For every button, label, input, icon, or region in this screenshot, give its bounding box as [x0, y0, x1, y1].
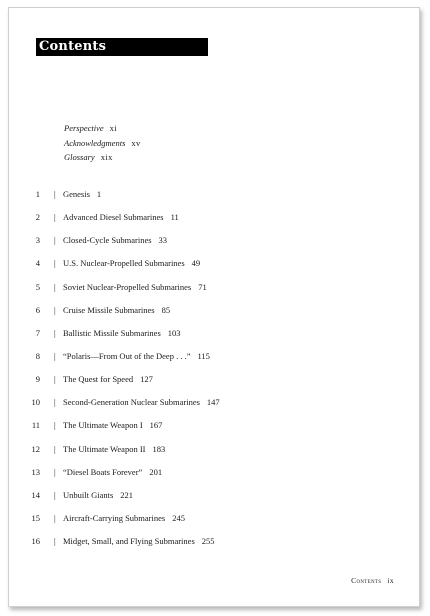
front-matter-page: xix — [100, 152, 113, 162]
chapter-entry-4[interactable] — [9, 258, 419, 281]
chapter-entry-6[interactable] — [9, 305, 419, 328]
chapter-page: 127 — [140, 374, 153, 385]
chapter-number: 4 — [35, 258, 40, 269]
chapter-entry-14[interactable] — [9, 490, 419, 513]
chapter-entry-7[interactable] — [9, 328, 419, 351]
front-matter-item-acknowledgments[interactable] — [64, 136, 141, 151]
chapter-separator: | — [54, 420, 56, 431]
chapter-page: 71 — [198, 281, 207, 292]
chapter-entry-5[interactable] — [9, 282, 419, 305]
chapter-title — [63, 305, 170, 315]
front-matter-item-glossary[interactable] — [64, 150, 141, 165]
chapter-entry-8[interactable] — [9, 351, 419, 374]
chapter-title-text: Unbuilt Giants — [63, 489, 114, 500]
chapter-page: 49 — [191, 258, 201, 269]
chapter-entry-1[interactable] — [9, 189, 419, 212]
front-matter-label: Perspective — [64, 123, 104, 133]
folio-page-number: ix — [387, 576, 394, 585]
chapter-title-text: Genesis — [63, 189, 90, 199]
front-matter-page: xi — [109, 123, 118, 133]
chapter-separator: | — [54, 212, 56, 223]
chapter-page: 167 — [149, 420, 163, 431]
chapter-entry-9[interactable] — [9, 374, 419, 397]
chapter-number: 11 — [31, 420, 40, 431]
chapter-separator: | — [54, 512, 56, 523]
chapter-title-text: Aircraft-Carrying Submarines — [63, 512, 166, 523]
chapter-title-text: Closed-Cycle Submarines — [63, 235, 152, 246]
chapter-separator: | — [54, 536, 56, 547]
chapter-page: 115 — [197, 350, 210, 361]
chapter-title-text: Second-Generation Nuclear Submarines — [63, 397, 200, 408]
chapter-separator: | — [54, 489, 56, 500]
chapter-title — [63, 513, 185, 523]
chapter-title-text: Cruise Missile Submarines — [63, 304, 155, 315]
chapter-entry-2[interactable] — [9, 212, 419, 235]
page-folio — [351, 576, 394, 585]
front-matter-label: Acknowledgments — [64, 137, 126, 148]
page-title: Contents — [36, 38, 208, 56]
chapter-title-text: “Diesel Boats Forever” — [63, 466, 143, 477]
chapter-separator: | — [54, 466, 56, 477]
chapter-title — [63, 258, 200, 268]
chapter-separator: | — [54, 189, 56, 199]
chapter-number: 1 — [35, 189, 40, 199]
chapter-title-text: Midget, Small, and Flying Submarines — [63, 536, 195, 547]
chapter-separator: | — [54, 258, 56, 269]
chapter-separator: | — [54, 327, 56, 338]
chapter-title-text: The Quest for Speed — [63, 374, 134, 385]
chapter-title-text: U.S. Nuclear-Propelled Submarines — [63, 258, 185, 269]
chapter-title — [63, 374, 153, 384]
chapter-title-text: Soviet Nuclear-Propelled Submarines — [63, 281, 192, 292]
chapter-list — [9, 189, 419, 559]
chapter-title — [63, 420, 162, 430]
chapter-page: 221 — [120, 489, 134, 500]
chapter-title — [63, 212, 179, 222]
chapter-page: 183 — [152, 443, 166, 454]
chapter-page: 1 — [96, 189, 102, 199]
chapter-separator: | — [54, 350, 56, 361]
chapter-separator: | — [54, 397, 56, 408]
chapter-separator: | — [54, 304, 56, 315]
chapter-title — [63, 444, 165, 454]
front-matter-list — [64, 121, 141, 165]
chapter-page: 33 — [158, 235, 168, 246]
chapter-page: 201 — [149, 466, 163, 477]
chapter-page: 85 — [161, 304, 171, 315]
chapter-title — [63, 328, 181, 338]
chapter-title-text: Ballistic Missile Submarines — [63, 327, 161, 338]
chapter-number: 7 — [35, 327, 40, 338]
chapter-number: 8 — [35, 350, 40, 361]
folio-label: Contents — [351, 576, 382, 585]
chapter-page: 255 — [201, 536, 215, 547]
chapter-title — [63, 397, 220, 407]
chapter-title — [63, 467, 162, 477]
chapter-entry-11[interactable] — [9, 420, 419, 443]
chapter-number: 3 — [35, 235, 40, 246]
chapter-separator: | — [54, 443, 56, 454]
chapter-number: 13 — [31, 466, 40, 477]
chapter-page: 103 — [167, 327, 181, 338]
chapter-entry-16[interactable] — [9, 536, 419, 559]
chapter-title-text: The Ultimate Weapon II — [63, 443, 146, 454]
chapter-number: 9 — [35, 374, 40, 385]
chapter-number: 16 — [31, 536, 40, 547]
chapter-entry-3[interactable] — [9, 235, 419, 258]
chapter-page: 11 — [170, 212, 179, 223]
chapter-title — [63, 235, 167, 245]
chapter-title-text: “Polaris—From Out of the Deep . . .” — [63, 350, 191, 361]
chapter-title — [63, 351, 210, 361]
chapter-title-text: Advanced Diesel Submarines — [63, 212, 164, 223]
chapter-title — [63, 282, 207, 292]
chapter-entry-15[interactable] — [9, 513, 419, 536]
chapter-page: 147 — [206, 397, 220, 408]
chapter-number: 6 — [35, 304, 40, 315]
front-matter-label: Glossary — [64, 152, 95, 162]
chapter-number: 2 — [35, 212, 40, 223]
chapter-page: 245 — [172, 512, 185, 523]
chapter-title — [63, 536, 215, 546]
chapter-number: 10 — [31, 397, 40, 408]
chapter-title — [63, 490, 133, 500]
chapter-entry-10[interactable] — [9, 397, 419, 420]
chapter-separator: | — [54, 374, 56, 385]
chapter-number: 5 — [35, 281, 40, 292]
chapter-separator: | — [54, 235, 56, 246]
chapter-number: 12 — [31, 443, 40, 454]
front-matter-page: xv — [131, 137, 141, 148]
book-page — [8, 7, 420, 607]
chapter-title — [63, 189, 101, 199]
chapter-entry-12[interactable] — [9, 444, 419, 467]
chapter-title-text: The Ultimate Weapon I — [63, 420, 143, 431]
chapter-number: 14 — [31, 489, 40, 500]
chapter-separator: | — [54, 281, 56, 292]
chapter-entry-13[interactable] — [9, 467, 419, 490]
chapter-number: 15 — [31, 512, 40, 523]
front-matter-item-perspective[interactable] — [64, 121, 141, 136]
